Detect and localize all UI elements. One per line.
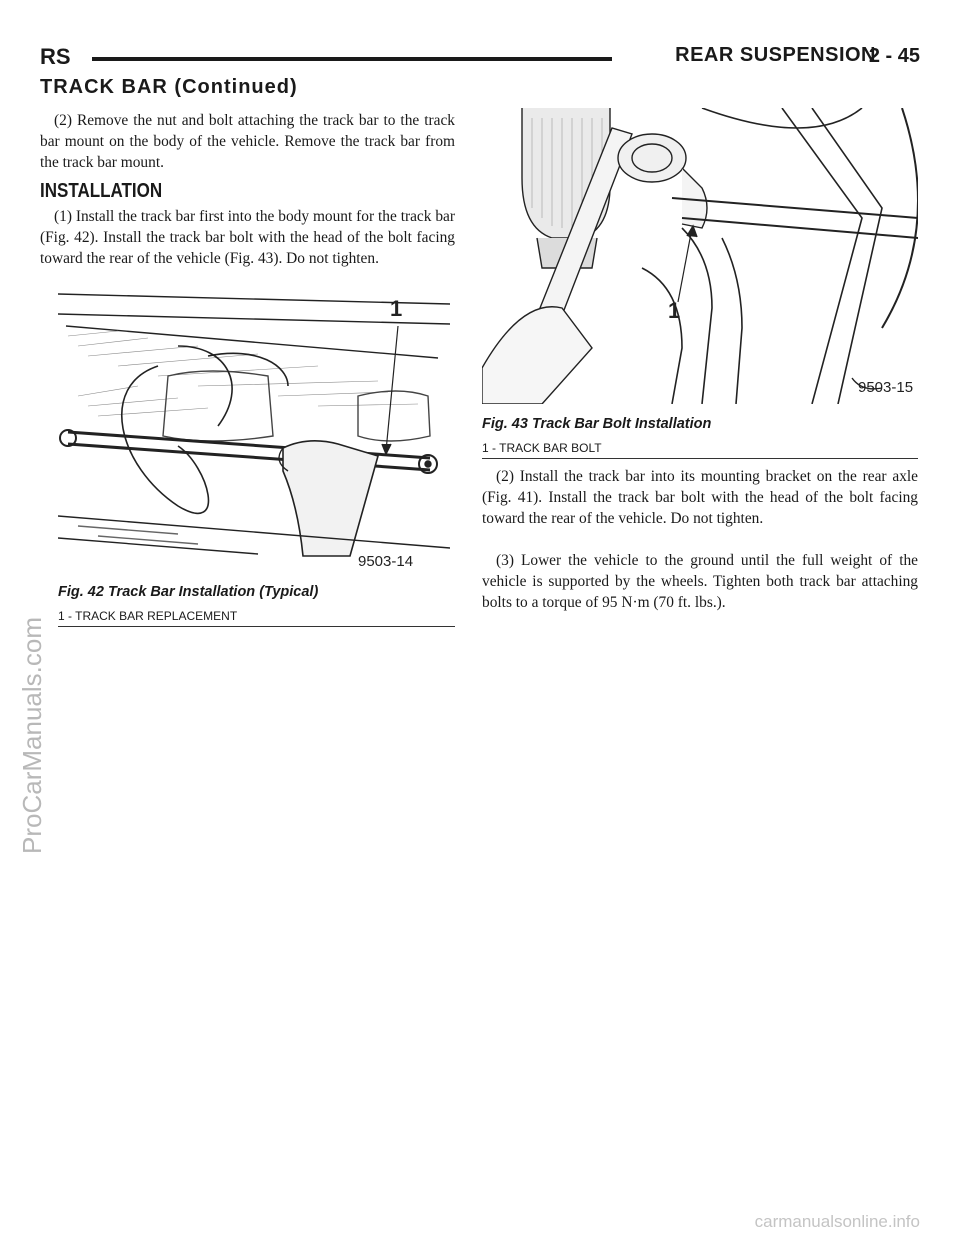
para-remove-2: (2) Remove the nut and bolt attaching the track bar to the track bar mount on the body of the vehicle. Remove the track bar from the track bar mount. [40,112,455,171]
figure-43-illustration [482,108,918,404]
figure-43-rule [482,458,918,459]
figure-43-caption: Fig. 43 Track Bar Bolt Installation [482,416,712,432]
section-code: RS [40,44,71,69]
figure-42-callout: 1 [390,296,403,321]
header-rule [92,57,612,61]
figure-43-callout: 1 [668,298,681,323]
figure-42-caption: Fig. 42 Track Bar Installation (Typical) [58,584,319,600]
bottom-watermark: carmanualsonline.info [754,1212,920,1231]
track-bar-bolt-drawing [482,108,918,404]
figure-42-legend: 1 - TRACK BAR REPLACEMENT [58,609,238,623]
figure-43-legend: 1 - TRACK BAR BOLT [482,441,602,455]
chapter-title: REAR SUSPENSION [675,44,876,66]
para-install-2: (2) Install the track bar into its mounting bracket on the rear axle (Fig. 41). Install the track bar bolt with the head of the bolt facing toward the rear of the vehicle. Do not tighten. [482,468,918,527]
installation-heading: INSTALLATION [40,180,163,202]
figure-43-code: 9503-15 [858,379,914,396]
figure-42-code: 9503-14 [358,553,414,570]
figure-42-illustration [58,286,450,576]
figure-42-rule [58,626,455,627]
page-number: 2 - 45 [868,45,920,67]
side-watermark: ProCarManuals.com [16,617,47,854]
para-install-1: (1) Install the track bar first into the body mount for the track bar (Fig. 42). Install the track bar bolt with the head of the bolt facing toward the rear of the vehicle (Fig. 43). Do not tighten. [40,208,455,267]
track-bar-installation-drawing [58,286,450,576]
para-install-3: (3) Lower the vehicle to the ground until the full weight of the vehicle is supported by the wheels. Tighten both track bar attaching bolts to a torque of 95 N·m (70 ft. lbs.). [482,552,918,611]
continued-title: TRACK BAR (Continued) [40,76,298,98]
